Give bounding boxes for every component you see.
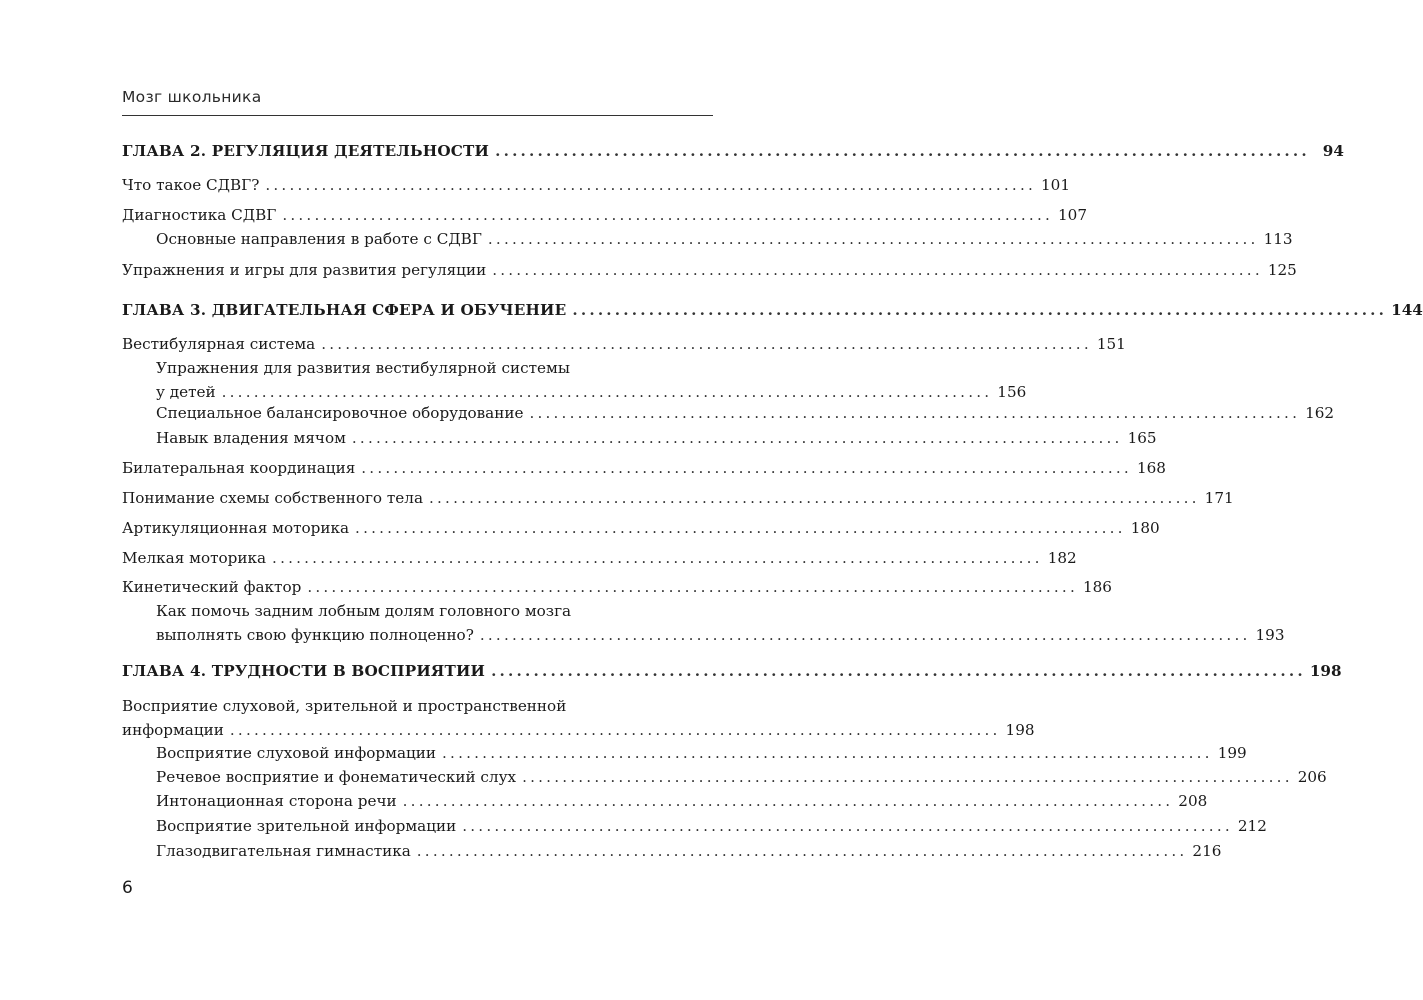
toc-subentry[interactable] (156, 741, 1247, 765)
toc-page-number: 212 (1237, 817, 1267, 835)
leader-dots: ................................................................................................ (522, 768, 1293, 786)
toc-entry-title: Специальное балансировочное оборудование (156, 404, 524, 422)
toc-subentry[interactable] (156, 765, 1327, 789)
toc-entry-title: Глазодвигательная гимнастика (156, 842, 411, 860)
toc-entry-title: Восприятие зрительной информации (156, 817, 457, 835)
leader-dots: ................................................................................................ (416, 842, 1188, 860)
leader-dots: ................................................................................................ (361, 459, 1132, 477)
toc-page-number: 151 (1096, 335, 1126, 353)
toc-entry[interactable] (122, 173, 1071, 197)
toc-subentry[interactable] (156, 814, 1267, 838)
leader-dots: ................................................................................................ (442, 744, 1213, 762)
page-number: 6 (122, 878, 133, 898)
toc-entry-title: у детей (156, 383, 216, 401)
leader-dots: ................................................................................................ (221, 383, 993, 401)
leader-dots: ................................................................................................ (402, 792, 1174, 810)
leader-dots: ................................................................................................ (351, 429, 1123, 447)
toc-page-number: 107 (1058, 206, 1087, 224)
toc-entry-title: Основные направления в работе с СДВГ (156, 230, 482, 248)
toc-entry-title: информации (122, 721, 224, 739)
toc-subentry[interactable] (156, 839, 1222, 863)
leader-dots: ................................................................................................ (491, 662, 1306, 680)
toc-page-number: 199 (1217, 744, 1247, 762)
toc-page-number: 186 (1082, 578, 1112, 596)
toc-page-number: 180 (1130, 519, 1160, 537)
toc-entry-title: Вестибулярная система (122, 335, 316, 353)
toc-page-number: 94 (1322, 142, 1344, 160)
toc-entry-title: ГЛАВА 4. ТРУДНОСТИ В ВОСПРИЯТИИ (122, 662, 486, 680)
toc-chapter-3[interactable] (122, 298, 1423, 322)
toc-entry-title: Билатеральная координация (122, 459, 356, 477)
toc-entry-title: Что такое СДВГ? (122, 176, 260, 194)
toc-entry-title: Артикуляционная моторика (122, 519, 350, 537)
toc-subentry[interactable] (156, 426, 1157, 450)
toc-entry-title-line1: Упражнения для развития вестибулярной системы (156, 359, 570, 377)
toc-entry-title: Мелкая моторика (122, 549, 267, 567)
toc-page-number: 162 (1305, 404, 1335, 422)
leader-dots: ................................................................................................ (321, 335, 1092, 353)
leader-dots: ................................................................................................ (487, 230, 1259, 248)
leader-dots: ................................................................................................ (492, 261, 1263, 279)
toc-entry-title: Восприятие слуховой информации (156, 744, 437, 762)
toc-page-number: 206 (1297, 768, 1327, 786)
leader-dots: ................................................................................................ (572, 301, 1388, 319)
toc-entry[interactable] (122, 486, 1234, 510)
toc-entry[interactable] (122, 203, 1087, 227)
toc-entry-title: Кинетический фактор (122, 578, 302, 596)
toc-page-number: 198 (1005, 721, 1035, 739)
toc-page-number: 144 (1391, 301, 1423, 319)
toc-entry[interactable] (122, 332, 1126, 356)
toc-entry-title-line1: Восприятие слуховой, зрительной и пространственной (122, 697, 567, 715)
header-rule (122, 115, 713, 116)
toc-subentry[interactable] (156, 227, 1293, 251)
toc-subentry[interactable] (156, 401, 1335, 425)
leader-dots: ................................................................................................ (282, 206, 1053, 224)
leader-dots: ................................................................................................ (265, 176, 1037, 194)
leader-dots: ................................................................................................ (272, 549, 1043, 567)
toc-page-number: 125 (1267, 261, 1297, 279)
toc-page-number: 168 (1136, 459, 1166, 477)
toc-entry[interactable] (122, 546, 1077, 570)
toc-entry-title: Диагностика СДВГ (122, 206, 277, 224)
leader-dots: ................................................................................................ (355, 519, 1126, 537)
toc-entry-title: Интонационная сторона речи (156, 792, 397, 810)
running-header: Мозг школьника (122, 88, 262, 106)
toc-subentry[interactable] (156, 356, 1027, 404)
toc-entry-title: Речевое восприятие и фонематический слух (156, 768, 517, 786)
toc-entry-title: Понимание схемы собственного тела (122, 489, 423, 507)
toc-page-number: 198 (1309, 662, 1342, 680)
toc-subentry[interactable] (156, 789, 1208, 813)
toc-entry-title: Упражнения и игры для развития регуляции (122, 261, 487, 279)
toc-page-number: 171 (1204, 489, 1234, 507)
toc-entry-title: ГЛАВА 3. ДВИГАТЕЛЬНАЯ СФЕРА И ОБУЧЕНИЕ (122, 301, 567, 319)
leader-dots: ................................................................................................ (479, 626, 1251, 644)
toc-page-number: 216 (1192, 842, 1222, 860)
toc-entry[interactable] (122, 456, 1166, 480)
leader-dots: ................................................................................................ (229, 721, 1001, 739)
toc-entry[interactable] (122, 694, 1035, 742)
toc-page-number: 182 (1047, 549, 1077, 567)
toc-page-number: 156 (997, 383, 1027, 401)
leader-dots: ................................................................................................ (495, 142, 1310, 160)
toc-entry-title: выполнять свою функцию полноценно? (156, 626, 474, 644)
leader-dots: ................................................................................................ (429, 489, 1200, 507)
toc-entry[interactable] (122, 516, 1160, 540)
toc-page-number: 165 (1127, 429, 1157, 447)
toc-subentry[interactable] (156, 599, 1285, 647)
toc-entry-title: ГЛАВА 2. РЕГУЛЯЦИЯ ДЕЯТЕЛЬНОСТИ (122, 142, 490, 160)
toc-page-number: 101 (1041, 176, 1071, 194)
toc-chapter-4[interactable] (122, 659, 1342, 683)
toc-page-number: 113 (1263, 230, 1293, 248)
toc-entry[interactable] (122, 258, 1297, 282)
toc-entry-title-line1: Как помочь задним лобным долям головного мозга (156, 602, 572, 620)
leader-dots: ................................................................................................ (529, 404, 1301, 422)
leader-dots: ................................................................................................ (307, 578, 1078, 596)
toc-entry-title: Навык владения мячом (156, 429, 346, 447)
toc-entry[interactable] (122, 575, 1112, 599)
leader-dots: ................................................................................................ (462, 817, 1233, 835)
toc-chapter-2[interactable] (122, 139, 1344, 163)
toc-page-number: 208 (1178, 792, 1208, 810)
toc-page-number: 193 (1255, 626, 1285, 644)
